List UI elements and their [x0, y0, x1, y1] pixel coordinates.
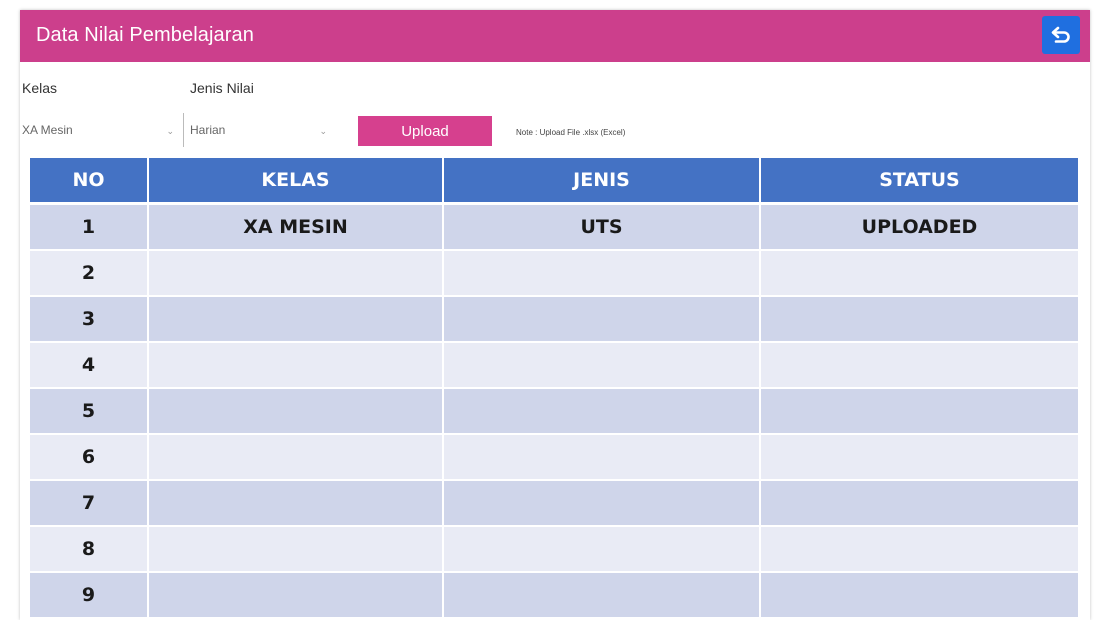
cell-status — [760, 572, 1078, 618]
upload-button[interactable]: Upload — [358, 116, 492, 146]
cell-no: 4 — [30, 342, 148, 388]
cell-jenis — [443, 480, 760, 526]
undo-arrow-icon — [1050, 25, 1072, 45]
cell-jenis: UTS — [443, 204, 760, 251]
table-row — [30, 342, 1078, 388]
cell-status — [760, 342, 1078, 388]
kelas-select-value: XA Mesin — [22, 123, 73, 137]
cell-no: 1 — [30, 204, 148, 251]
jenis-nilai-select[interactable] — [183, 113, 333, 147]
cell-no: 3 — [30, 296, 148, 342]
cell-jenis — [443, 526, 760, 572]
upload-note: Note : Upload File .xlsx (Excel) — [516, 128, 626, 137]
cell-kelas: XA MESIN — [148, 204, 443, 251]
cell-no: 2 — [30, 250, 148, 296]
cell-jenis — [443, 296, 760, 342]
cell-no: 9 — [30, 572, 148, 618]
app-frame — [20, 10, 1090, 620]
table-row — [30, 480, 1078, 526]
cell-kelas — [148, 572, 443, 618]
column-header-status: STATUS — [760, 158, 1078, 204]
cell-no: 5 — [30, 388, 148, 434]
cell-jenis — [443, 572, 760, 618]
cell-no: 8 — [30, 526, 148, 572]
cell-jenis — [443, 250, 760, 296]
kelas-label: Kelas — [22, 80, 58, 96]
cell-status — [760, 250, 1078, 296]
back-button[interactable] — [1042, 16, 1080, 54]
table-row — [30, 296, 1078, 342]
cell-kelas — [148, 526, 443, 572]
cell-status — [760, 296, 1078, 342]
table-row — [30, 250, 1078, 296]
jenis-nilai-label: Jenis Nilai — [190, 80, 254, 96]
cell-status — [760, 480, 1078, 526]
table-row — [30, 434, 1078, 480]
kelas-select[interactable] — [20, 113, 180, 147]
column-header-kelas: KELAS — [148, 158, 443, 204]
cell-kelas — [148, 434, 443, 480]
cell-kelas — [148, 296, 443, 342]
cell-status — [760, 526, 1078, 572]
column-header-jenis: JENIS — [443, 158, 760, 204]
table-row — [30, 526, 1078, 572]
cell-jenis — [443, 434, 760, 480]
table-header-row — [30, 158, 1078, 204]
app-header — [20, 10, 1090, 62]
cell-kelas — [148, 250, 443, 296]
nilai-table — [30, 158, 1078, 619]
cell-kelas — [148, 342, 443, 388]
chevron-down-icon: ⌄ — [319, 126, 327, 136]
cell-no: 7 — [30, 480, 148, 526]
column-header-no: NO — [30, 158, 148, 204]
cell-kelas — [148, 480, 443, 526]
cell-jenis — [443, 388, 760, 434]
chevron-down-icon: ⌄ — [166, 126, 174, 136]
jenis-nilai-select-value: Harian — [190, 123, 226, 137]
table-row — [30, 388, 1078, 434]
cell-status: UPLOADED — [760, 204, 1078, 251]
table-row — [30, 204, 1078, 251]
cell-status — [760, 434, 1078, 480]
cell-no: 6 — [30, 434, 148, 480]
table-row — [30, 572, 1078, 618]
cell-kelas — [148, 388, 443, 434]
cell-status — [760, 388, 1078, 434]
cell-jenis — [443, 342, 760, 388]
page-title: Data Nilai Pembelajaran — [36, 24, 254, 46]
